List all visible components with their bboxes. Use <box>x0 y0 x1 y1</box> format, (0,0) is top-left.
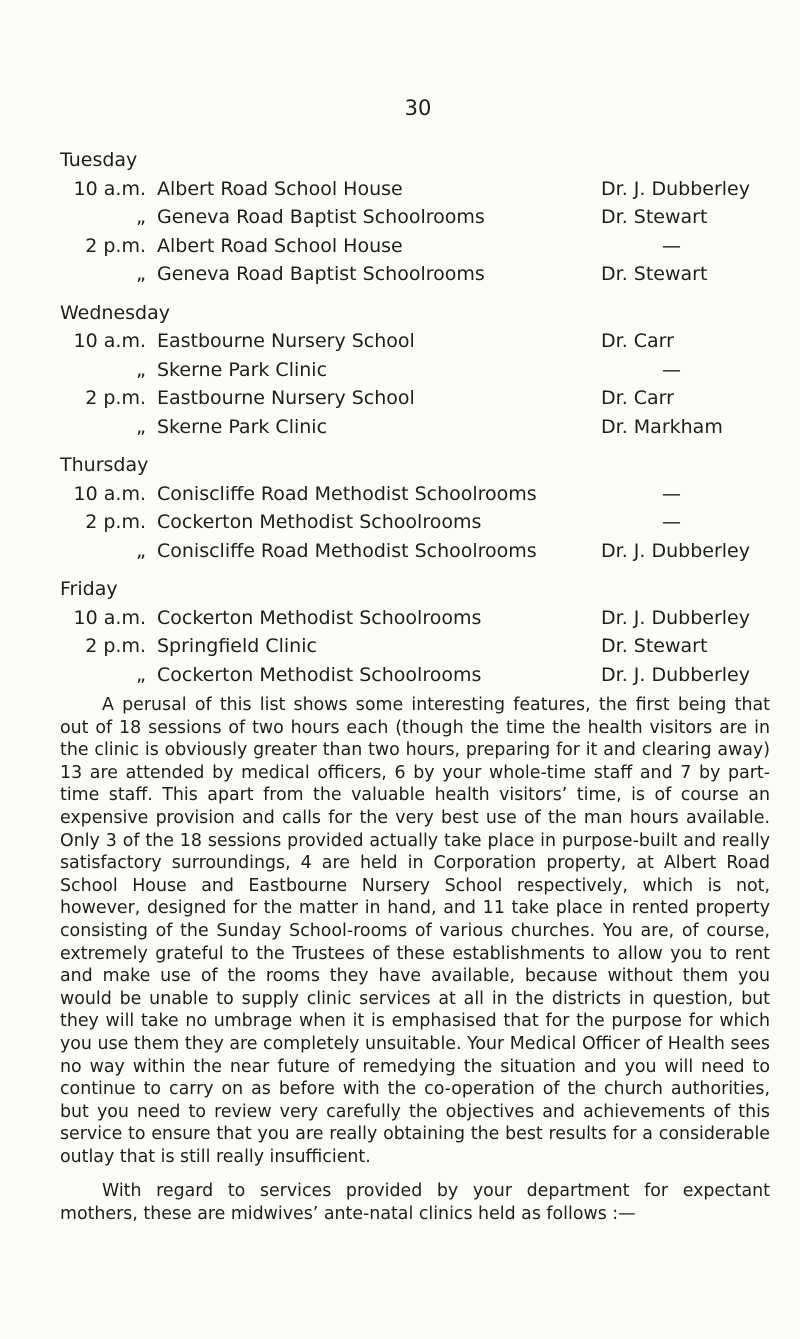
session-time: „ <box>136 415 146 438</box>
schedule-row <box>60 413 780 442</box>
session-doctor: Dr. Carr <box>601 330 674 352</box>
paragraph: A perusal of this list shows some interesting features, the first being that out of 18 sessions of two hours each (though the time the health visitors are in the clinic is obviously greater than two hours, preparing for it and clearing away) 13 are attended by medical officers, 6 by your whole-time staff and 7 by part-time staff. This apart from the valuable health visitors’ time, is of course an expensive provision and calls for the very best use of the man hours available. Only 3 of the 18 sessions provided actually take place in purpose-built and really satisfactory surroundings, 4 are held in Corporation property, at Albert Road School House and Eastbourne Nursery School respectively, which is not, however, designed for the matter in hand, and 11 take place in rented property consisting of the Sunday School-rooms of various churches. You are, of course, extremely grateful to the Trustees of these establishments to allow you to rent and make use of the rooms they have available, because without them you would be unable to supply clinic services at all in the districts in question, but they will take no umbrage when it is emphasised that for the purpose for which you use them they are completely unsuitable. Your Medical Officer of Health sees no way within the near future of remedying the situation and you will need to continue to carry on as before with the co-operation of the church authorities, but you need to review very carefully the objectives and achievements of this service to ensure that you are really obtaining the best results for a considerable outlay that is still really insufficient. <box>60 695 770 1167</box>
session-doctor: Dr. Stewart <box>601 206 708 228</box>
session-venue: Albert Road School House <box>157 177 403 200</box>
session-doctor: Dr. J. Dubberley <box>601 606 750 629</box>
session-doctor: Dr. J. Dubberley <box>601 663 750 686</box>
session-time: „ <box>136 206 146 228</box>
session-time: 10 a.m. <box>73 330 146 352</box>
session-venue: Eastbourne Nursery School <box>157 330 415 352</box>
session-venue: Eastbourne Nursery School <box>157 387 415 409</box>
schedule-row <box>60 632 780 661</box>
day-heading: Tuesday <box>60 149 138 171</box>
session-time: 2 p.m. <box>85 635 146 657</box>
day-heading: Wednesday <box>60 301 171 324</box>
session-venue: Cockerton Methodist Schoolrooms <box>157 511 482 533</box>
schedule-row <box>60 508 780 537</box>
schedule-row <box>60 327 780 356</box>
schedule-row <box>60 537 780 566</box>
session-venue: Coniscliffe Road Methodist Schoolrooms <box>157 539 537 562</box>
session-time: 10 a.m. <box>73 606 146 629</box>
schedule-row <box>60 232 780 261</box>
page-number: 30 <box>404 96 432 120</box>
session-doctor: Dr. J. Dubberley <box>601 539 750 562</box>
session-time: 2 p.m. <box>85 387 146 409</box>
session-venue: Geneva Road Baptist Schoolrooms <box>157 206 485 228</box>
session-time: 10 a.m. <box>73 482 146 505</box>
schedule-row <box>60 661 780 690</box>
session-time: „ <box>136 263 146 285</box>
session-time: 2 p.m. <box>85 511 146 533</box>
schedule-row <box>60 260 780 289</box>
clinic-schedule <box>60 146 780 689</box>
paragraph: With regard to services provided by your department for expectant mothers, these are midwives’ ante-natal clinics held as follows :— <box>60 1181 770 1225</box>
schedule-row <box>60 203 780 232</box>
session-time: 10 a.m. <box>73 177 146 200</box>
session-venue: Geneva Road Baptist Schoolrooms <box>157 263 485 285</box>
schedule-row <box>60 356 780 385</box>
session-time: „ <box>136 539 146 562</box>
schedule-row <box>60 604 780 633</box>
session-doctor: — <box>662 358 681 381</box>
session-doctor: Dr. Stewart <box>601 635 708 657</box>
schedule-row <box>60 480 780 509</box>
day-heading: Thursday <box>60 454 149 476</box>
session-venue: Coniscliffe Road Methodist Schoolrooms <box>157 482 537 505</box>
session-doctor: — <box>662 482 681 505</box>
schedule-row <box>60 384 780 413</box>
session-venue: Cockerton Methodist Schoolrooms <box>157 663 482 686</box>
session-doctor: Dr. Carr <box>601 387 674 409</box>
session-doctor: Dr. J. Dubberley <box>601 177 750 200</box>
session-venue: Skerne Park Clinic <box>157 415 328 438</box>
session-venue: Springfield Clinic <box>157 635 317 657</box>
session-time: „ <box>136 358 146 381</box>
session-doctor: Dr. Stewart <box>601 263 708 285</box>
session-doctor: Dr. Markham <box>601 415 723 438</box>
day-heading: Friday <box>60 578 118 600</box>
schedule-row <box>60 175 780 204</box>
session-doctor: — <box>662 511 681 533</box>
session-doctor: — <box>662 234 681 257</box>
session-time: 2 p.m. <box>85 234 146 257</box>
session-venue: Skerne Park Clinic <box>157 358 328 381</box>
session-venue: Albert Road School House <box>157 234 403 257</box>
report-text <box>60 694 770 1226</box>
session-venue: Cockerton Methodist Schoolrooms <box>157 606 482 629</box>
session-time: „ <box>136 663 146 686</box>
